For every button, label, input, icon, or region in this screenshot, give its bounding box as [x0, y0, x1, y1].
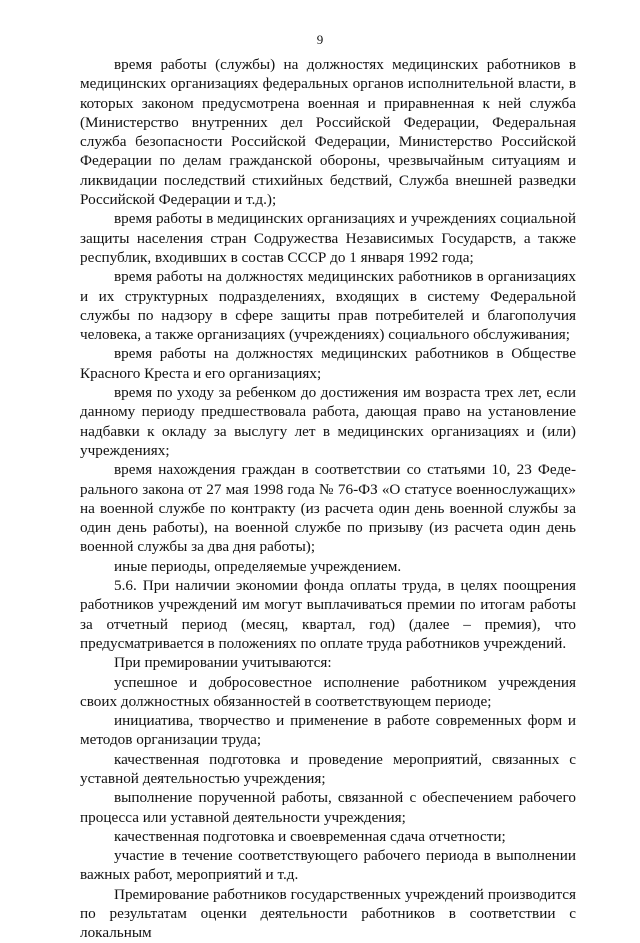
paragraph-service-in-federal-bodies: время работы (службы) на должностях медицинских работников в медицинских организациях федеральных органов исполнительной власти, в которых законом предусмотрена военная и приравненная к ней служба (Министерство внутренних дел Российской Федерации, Федеральная служба безопасности Российской Федерации, Министерство Российской Федерации по делам гражданской обороны, чрезвычайным ситуациям и ликвидации последствий стихийных бедствий, Служба внешней разведки Российской Федерации и т.д.); [80, 56, 576, 209]
paragraph-criterion-important-works: участие в течение соответствующего рабочего периода в выполнении важных работ, мероприятий и т.д. [80, 847, 576, 884]
paragraph-criterion-assigned-work: выполнение порученной работы, связанной с обеспечением рабочего процесса или уставной деятельности учреждения; [80, 789, 576, 826]
document-body [80, 55, 576, 943]
paragraph-red-cross: время работы на должностях медицинских работников в Обществе Красного Креста и его организациях; [80, 345, 576, 382]
paragraph-criterion-reporting: качественная подготовка и своевременная сдача отчетности; [114, 827, 506, 845]
paragraph-criterion-events: качественная подготовка и проведение мероприятий, связанных с уставной деятельностью учреждения; [80, 750, 576, 787]
paragraph-federal-supervision-service: время работы на должностях медицинских работников в организациях и их структурных подразделениях, входящих в систему Федеральной службы по надзору в сфере защиты прав потребителей и благополучия человека, а также организациях (учреждениях) социального обслуживания; [80, 268, 576, 344]
paragraph-criterion-initiative: инициатива, творчество и применение в работе современных форм и методов организации труда; [80, 712, 576, 749]
paragraph-other-periods: иные периоды, определяемые учреждением. [114, 557, 402, 575]
paragraph-criterion-duties: успешное и добросовестное исполнение работником учреждения своих должностных обязанностей в соответствующем периоде; [80, 673, 576, 710]
paragraph-military-service: время нахождения граждан в соответствии со статьями 10, 23 Федерального закона от 27 мая 1998 года № 76-ФЗ «О статусе военнослужащих» на военной службе по контракту (из расчета один день военной службы за один день работы), на военной службе по призыву (из расчета один день военной службы за два дня работы); [80, 461, 576, 556]
page-number: 9 [316, 32, 324, 47]
paragraph-bonus-criteria-intro: При премировании учитываются: [114, 654, 332, 672]
paragraph-section-5-6-bonuses: 5.6. При наличии экономии фонда оплаты труда, в целях поощрения работников учреждений им могут выплачиваться премии по итогам работы за отчетный период (месяц, квартал, год) (далее – премия), что предусматривается в положениях по оплате труда работников учреждений. [80, 577, 576, 652]
paragraph-child-care-leave: время по уходу за ребенком до достижения им возраста трех лет, если данному периоду предшествовала работа, дающая право на установление надбавки к окладу за выслугу лет в медицинских организациях и (или) учреждениях; [80, 384, 576, 459]
paragraph-bonus-procedure: Премирование работников государственных учреждений производится по результатам оценки деятельности работников в соответствии с локальным [80, 885, 576, 942]
paragraph-cis-social-protection: время работы в медицинских организациях и учреждениях социальной защиты населения стран Содружества Независимых Государств, а также республик, входивших в состав СССР до 1 января 1992 года; [80, 210, 576, 266]
